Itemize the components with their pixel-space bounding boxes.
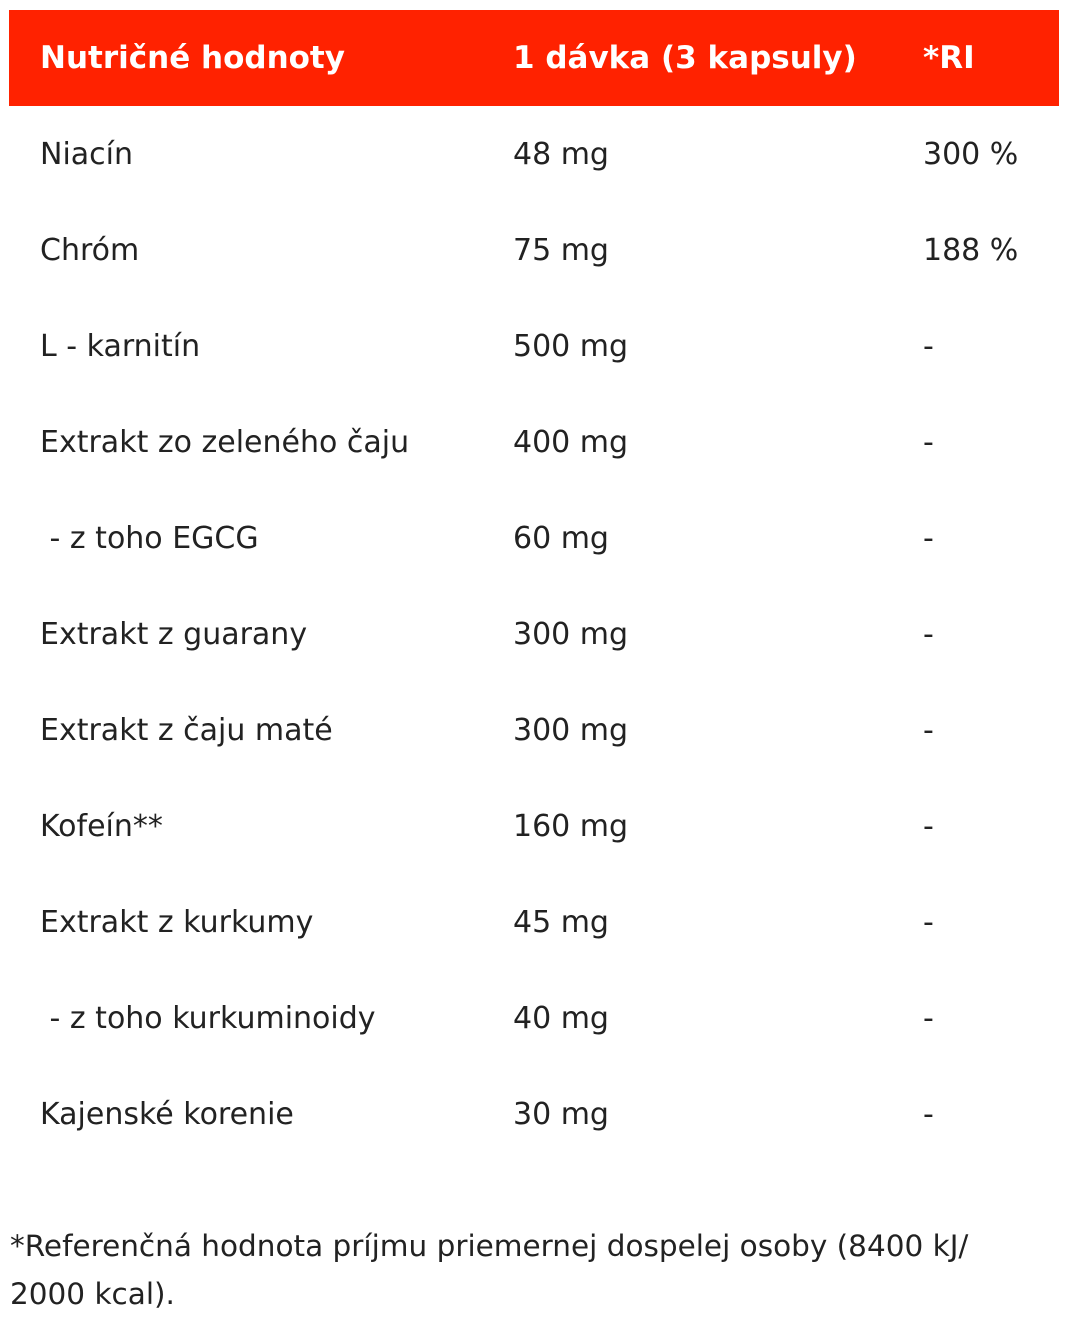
nutrient-ri: -	[923, 1096, 934, 1132]
nutrient-name: Extrakt zo zeleného čaju	[40, 424, 410, 460]
nutrient-name: Extrakt z čaju maté	[40, 712, 333, 748]
header-ri: *RI	[923, 40, 975, 76]
ri-footnote: *Referenčná hodnota príjmu priemernej dospelej osoby (8400 kJ/ 2000 kcal).	[10, 1229, 969, 1311]
header-dose: 1 dávka (3 kapsuly)	[513, 40, 857, 76]
table-row	[9, 106, 1059, 202]
nutrient-name: Chróm	[40, 232, 140, 268]
table-row	[9, 586, 1059, 682]
nutrition-table-container	[9, 10, 1059, 1162]
nutrient-amount: 75 mg	[513, 232, 609, 268]
table-row	[9, 682, 1059, 778]
nutrient-name: - z toho kurkuminoidy	[40, 1000, 376, 1036]
nutrient-amount: 160 mg	[513, 808, 629, 844]
nutrient-name: Kofeín**	[40, 808, 163, 844]
table-row	[9, 1066, 1059, 1162]
table-header	[9, 10, 1059, 106]
nutrient-amount: 300 mg	[513, 616, 629, 652]
nutrient-amount: 300 mg	[513, 712, 629, 748]
nutrient-ri: -	[923, 904, 934, 940]
nutrient-name: L - karnitín	[40, 328, 201, 364]
table-row	[9, 490, 1059, 586]
nutrient-ri: 188 %	[923, 232, 1019, 268]
table-row	[9, 970, 1059, 1066]
header-nutrient: Nutričné hodnoty	[40, 40, 345, 76]
nutrient-ri: -	[923, 328, 934, 364]
nutrition-table	[9, 10, 1059, 1162]
table-body	[9, 106, 1059, 1162]
nutrient-name: Niacín	[40, 136, 134, 172]
nutrient-amount: 40 mg	[513, 1000, 609, 1036]
nutrient-ri: 300 %	[923, 136, 1019, 172]
table-row	[9, 202, 1059, 298]
nutrient-ri: -	[923, 616, 934, 652]
table-row	[9, 298, 1059, 394]
nutrient-amount: 400 mg	[513, 424, 629, 460]
nutrient-name: Extrakt z guarany	[40, 616, 308, 652]
nutrient-amount: 500 mg	[513, 328, 629, 364]
table-row	[9, 874, 1059, 970]
nutrient-ri: -	[923, 1000, 934, 1036]
table-row	[9, 778, 1059, 874]
nutrient-amount: 48 mg	[513, 136, 609, 172]
nutrient-ri: -	[923, 808, 934, 844]
header-row	[9, 10, 1059, 106]
nutrient-name: - z toho EGCG	[40, 520, 259, 556]
nutrient-name: Kajenské korenie	[40, 1096, 294, 1132]
nutrient-name: Extrakt z kurkumy	[40, 904, 314, 940]
nutrient-ri: -	[923, 712, 934, 748]
table-row	[9, 394, 1059, 490]
nutrient-amount: 45 mg	[513, 904, 609, 940]
nutrient-ri: -	[923, 424, 934, 460]
nutrient-amount: 60 mg	[513, 520, 609, 556]
nutrient-ri: -	[923, 520, 934, 556]
nutrient-amount: 30 mg	[513, 1096, 609, 1132]
